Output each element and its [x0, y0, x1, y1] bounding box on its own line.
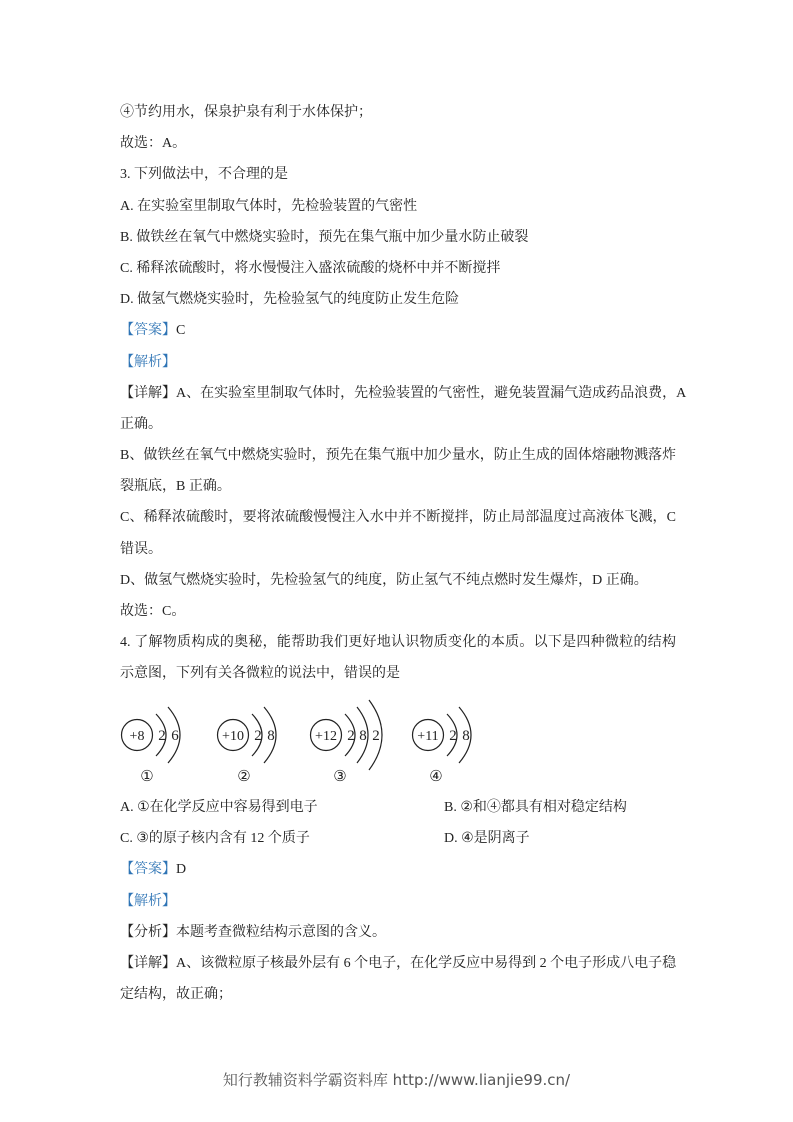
q3-option-a: A. 在实验室里制取气体时，先检验装置的气密性	[120, 198, 418, 214]
q3-detail-line: 正确。	[120, 416, 162, 432]
q3-detail-line: C、稀释浓硫酸时，要将浓硫酸慢慢注入水中并不断搅拌，防止局部温度过高液体飞溅，C	[120, 510, 676, 526]
shell-electron-count: 2	[158, 728, 166, 744]
q4-answer-line	[120, 854, 676, 885]
q3-analysis-tag: 【解析】	[120, 354, 176, 370]
q4-analysis-intro: 【分析】本题考查微粒结构示意图的含义。	[120, 924, 386, 940]
particle-label: ④	[429, 769, 443, 785]
q3-detail-line: 【详解】A、在实验室里制取气体时，先检验装置的气密性，避免装置漏气造成药品浪费，A	[120, 385, 687, 401]
particle-label: ③	[333, 769, 347, 785]
particle-label: ②	[237, 769, 251, 785]
q3-option-c: C. 稀释浓硫酸时，将水慢慢注入盛浓硫酸的烧杯中并不断搅拌	[120, 260, 501, 276]
shell-electron-count: 6	[171, 728, 179, 744]
q4-detail-line: 【详解】A、该微粒原子核最外层有 6 个电子，在化学反应中易得到 2 个电子形成八电子稳	[120, 955, 677, 971]
q4-detail-line: 定结构，故正确；	[120, 987, 232, 1003]
shell-electron-count: 8	[267, 728, 275, 744]
footer-watermark: 知行教辅资料学霸资料库 http://www.lianjie99.cn/	[222, 1071, 571, 1089]
q3-answer-line	[120, 315, 676, 346]
particle-1	[122, 707, 181, 785]
shell-electron-count: 8	[462, 728, 470, 744]
shell-electron-count: 2	[347, 728, 355, 744]
q4-options-row	[120, 823, 676, 854]
answer-value: C	[176, 323, 186, 339]
particle-4	[413, 707, 472, 785]
q4-stem-line: 示意图，下列有关各微粒的说法中，错误的是	[120, 666, 400, 682]
nucleus-charge: +12	[315, 729, 337, 744]
q3-detail-line: D、做氢气燃烧实验时，先检验氢气的纯度，防止氢气不纯点燃时发生爆炸，D 正确。	[120, 572, 648, 588]
particle-3	[311, 700, 383, 785]
q4-option-a: A. ①在化学反应中容易得到电子	[120, 800, 318, 815]
text-block-lower	[120, 792, 676, 1010]
q3-detail-line: 裂瓶底，B 正确。	[120, 479, 231, 495]
q4-analysis-tag: 【解析】	[120, 893, 176, 909]
particle-structure-diagram	[0, 690, 500, 795]
q4-options-row	[120, 792, 676, 823]
nucleus-charge: +10	[222, 729, 244, 744]
prev-item-line: ④节约用水，保泉护泉有利于水体保护；	[120, 105, 372, 120]
shell-electron-count: 2	[449, 728, 457, 744]
shell-electron-count: 2	[372, 728, 380, 744]
q4-option-b: B. ②和④都具有相对稳定结构	[444, 800, 627, 815]
answer-tag: 【答案】	[120, 323, 176, 339]
particle-2	[218, 707, 277, 785]
q3-option-b: B. 做铁丝在氧气中燃烧实验时，预先在集气瓶中加少量水防止破裂	[120, 229, 529, 245]
q4-stem-line: 4. 了解物质构成的奥秘，能帮助我们更好地认识物质变化的本质。以下是四种微粒的结构	[120, 635, 676, 651]
shell-electron-count: 8	[359, 728, 367, 744]
q3-detail-line: 错误。	[120, 541, 162, 557]
q4-option-c: C. ③的原子核内含有 12 个质子	[120, 831, 310, 847]
q4-option-d: D. ④是阴离子	[444, 831, 530, 847]
nucleus-charge: +8	[129, 729, 145, 744]
answer-tag: 【答案】	[120, 862, 176, 878]
nucleus-charge: +11	[417, 729, 439, 744]
answer-value: D	[176, 862, 187, 878]
text-block-upper	[120, 97, 687, 690]
q3-option-d: D. 做氢气燃烧实验时，先检验氢气的纯度防止发生危险	[120, 292, 460, 308]
q3-stem: 3. 下列做法中，不合理的是	[120, 167, 288, 183]
particle-label: ①	[140, 769, 154, 785]
q3-detail-line: B、做铁丝在氧气中燃烧实验时，预先在集气瓶中加少量水，防止生成的固体熔融物溅落炸	[120, 448, 676, 464]
prev-conclusion: 故选：A。	[120, 136, 187, 152]
q3-conclusion: 故选：C。	[120, 604, 186, 619]
shell-electron-count: 2	[254, 728, 262, 744]
